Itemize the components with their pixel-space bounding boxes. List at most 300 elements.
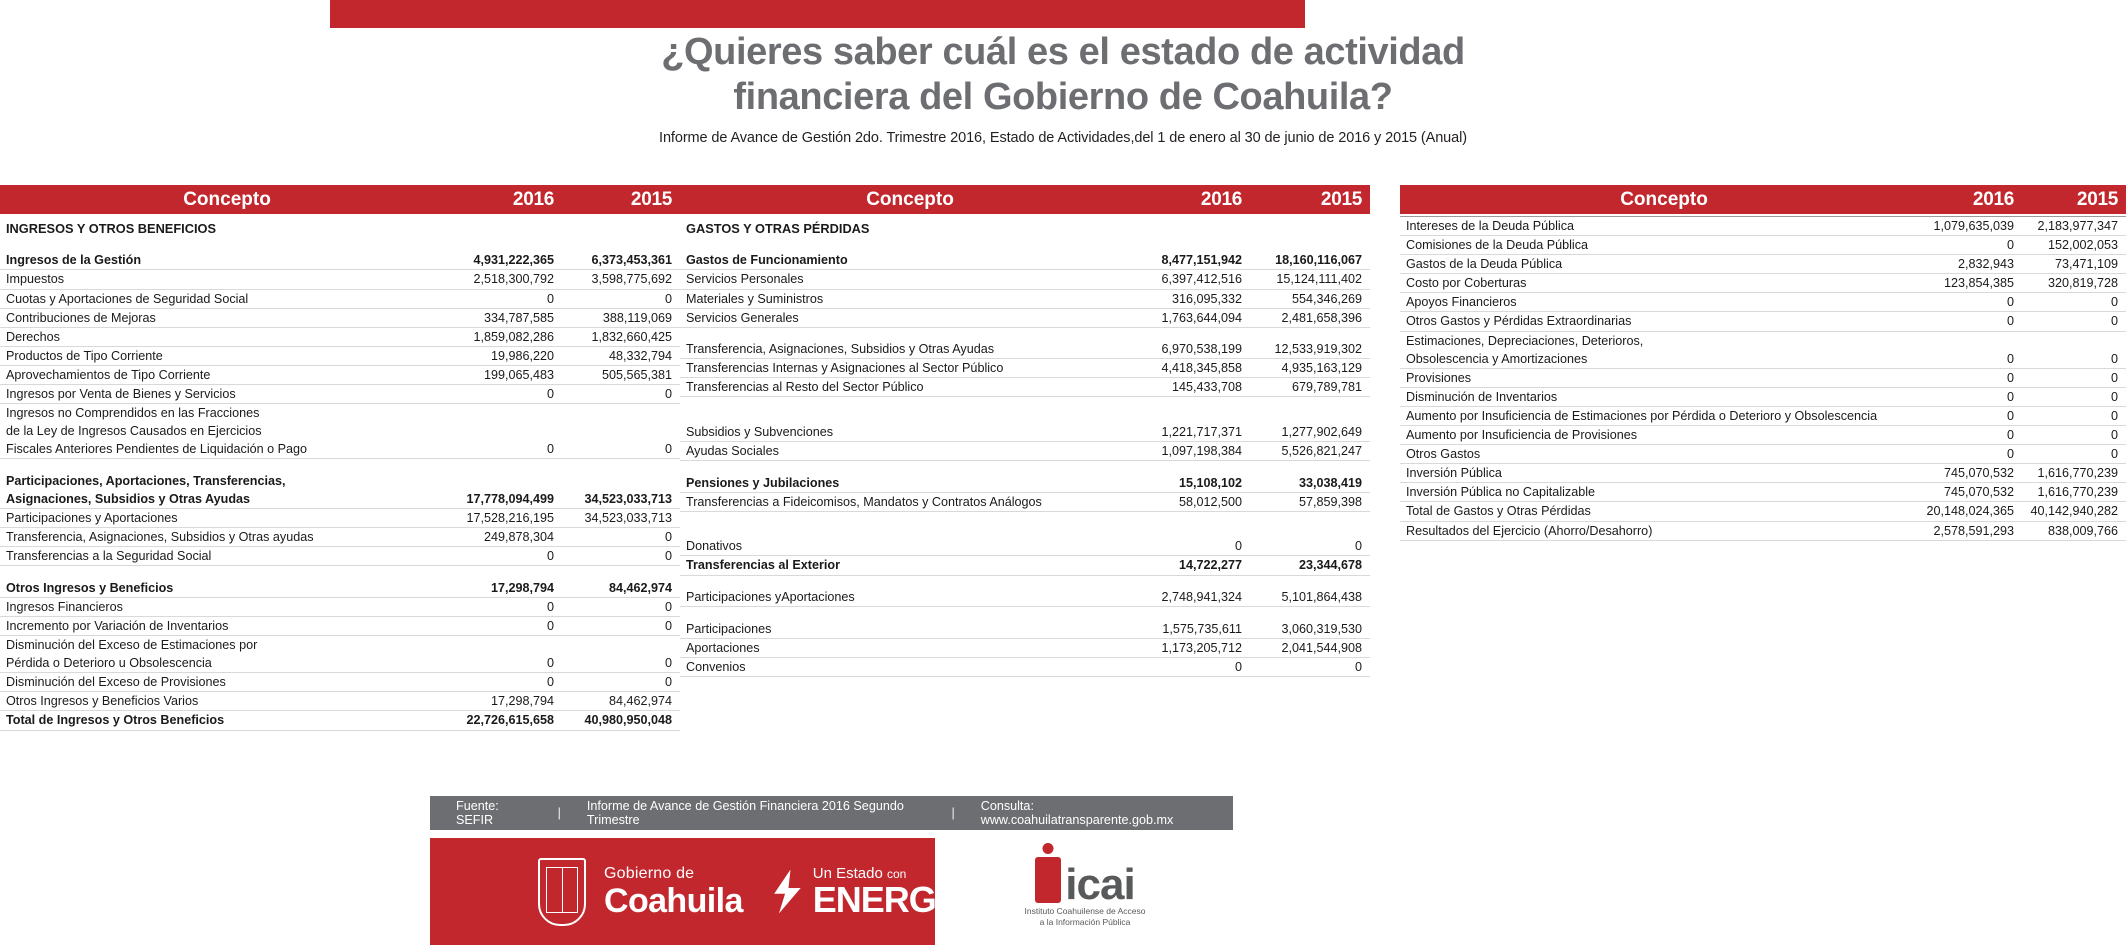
cell-value-2015: 0 (2022, 350, 2126, 369)
cell-value-2015: 0 (562, 528, 680, 547)
table-spacer-row (680, 607, 1370, 620)
column-header-2015: 2015 (1320, 188, 1362, 210)
spacer-cell (680, 238, 1370, 251)
table-row (680, 340, 1370, 359)
cell-value-2015: 0 (2022, 387, 2126, 406)
cell-value-2015: 40,980,950,048 (562, 711, 680, 730)
cell-value-2016: 6,397,412,516 (1130, 270, 1250, 289)
table-spacer-row (680, 575, 1370, 588)
cell-concepto: Participaciones y Aportaciones (0, 509, 444, 528)
cell-value-2016: 1,173,205,712 (1130, 638, 1250, 657)
cell-value-2016 (444, 404, 562, 423)
table-header-deuda (1400, 185, 2126, 214)
cell-value-2015: 40,142,940,282 (2022, 502, 2126, 521)
cell-concepto: Inversión Pública (1400, 464, 1918, 483)
cell-concepto: Estimaciones, Depreciaciones, Deterioros, (1406, 333, 1644, 348)
table-spacer-row (680, 327, 1370, 340)
table-row (1400, 464, 2126, 483)
cell-value-2016: 14,722,277 (1130, 556, 1250, 575)
table-row (680, 657, 1370, 676)
cell-value-2016: 0 (1918, 293, 2022, 312)
rows-left (0, 216, 680, 730)
cell-value-2015: 2,041,544,908 (1250, 638, 1370, 657)
cell-value-2016: 0 (444, 440, 562, 459)
table-row (1400, 331, 2126, 350)
icai-i-icon (1035, 857, 1061, 903)
cell-concepto: Gastos de Funcionamiento (680, 251, 1130, 270)
cell-value-2015: 0 (562, 289, 680, 308)
page-subtitle: Informe de Avance de Gestión 2do. Trimestre 2016, Estado de Actividades,del 1 de enero al 30 de junio de 2016 y 2015 (Anual) (659, 129, 1467, 146)
spacer-cell (680, 524, 1370, 537)
cell-value-2016: 249,878,304 (444, 528, 562, 547)
table-row (680, 251, 1370, 270)
table-row (1400, 406, 2126, 425)
page-title (0, 30, 2126, 120)
cell-value-2016: 4,418,345,858 (1130, 359, 1250, 378)
cell-value-2015: 152,002,053 (2022, 236, 2126, 255)
cell-value-2015: 84,462,974 (562, 692, 680, 711)
cell-value-2016: 19,986,220 (444, 346, 562, 365)
cell-concepto: Participaciones, Aportaciones, Transferencias, (6, 473, 286, 488)
cell-value-2016: 0 (1918, 387, 2022, 406)
spacer-cell (680, 511, 1370, 524)
cell-concepto: Contribuciones de Mejoras (0, 308, 444, 327)
cell-concepto: Intereses de la Deuda Pública (1400, 217, 1918, 236)
cell-value-2016 (444, 636, 562, 655)
energia-word: ENERGíA (812, 878, 970, 920)
cell-value-2016: 17,778,094,499 (444, 490, 562, 509)
cell-value-2016: 0 (1918, 312, 2022, 331)
coahuila-crest-icon (538, 858, 586, 926)
cell-value-2016: 0 (1130, 537, 1250, 556)
table-row (0, 472, 680, 490)
cell-concepto: Disminución del Exceso de Provisiones (0, 673, 444, 692)
brand-logos (430, 838, 970, 945)
footer-separator-1: | (557, 806, 561, 820)
table-header-gastos (680, 185, 1370, 214)
cell-value-2015: 15,124,111,402 (1250, 270, 1370, 289)
icai-subtitle-line1: Instituto Coahuilense de Acceso (1024, 906, 1146, 917)
footer-consult-link[interactable]: Consulta: www.coahuilatransparente.gob.mx (980, 799, 1174, 827)
table-section-heading (0, 216, 680, 238)
spacer-cell (680, 461, 1370, 474)
cell-value-2015: 0 (2022, 293, 2126, 312)
cell-concepto: Transferencias a la Seguridad Social (0, 547, 444, 566)
table-row (680, 423, 1370, 442)
cell-concepto: Transferencia, Asignaciones, Subsidios y Otras ayudas (0, 528, 444, 547)
cell-value-2015: 1,277,902,649 (1250, 423, 1370, 442)
cell-concepto: Ingresos de la Gestión (0, 251, 444, 270)
cell-concepto: Participaciones (680, 620, 1130, 639)
cell-value-2015: 0 (2022, 406, 2126, 425)
table-body-ingresos (0, 216, 680, 731)
spacer-cell (680, 607, 1370, 620)
spacer-cell (0, 459, 680, 472)
table-row (680, 308, 1370, 327)
table-row (1400, 274, 2126, 293)
table-row (680, 588, 1370, 607)
table-row (0, 289, 680, 308)
table-row (0, 673, 680, 692)
column-header-concepto: Concepto (1620, 188, 1708, 210)
table-row (1400, 368, 2126, 387)
table-row (0, 509, 680, 528)
cell-value-2015: 1,832,660,425 (562, 327, 680, 346)
cell-value-2015: 679,789,781 (1250, 378, 1370, 397)
table-row (1400, 255, 2126, 274)
table-deuda (1400, 185, 2126, 541)
table-spacer-row (0, 459, 680, 472)
brand-band (430, 838, 970, 945)
cell-value-2015 (562, 404, 680, 423)
cell-value-2015 (562, 472, 680, 490)
cell-concepto: Otros Gastos y Pérdidas Extraordinarias (1400, 312, 1918, 331)
cell-value-2016: 0 (1918, 236, 2022, 255)
energia-tagline-b: con (887, 866, 907, 881)
cell-concepto: Aumento por Insuficiencia de Estimaciones por Pérdida o Deterioro y Obsolescencia (1400, 406, 1918, 425)
table-row (0, 597, 680, 616)
page-title-line2: financiera del Gobierno de Coahuila? (733, 75, 1393, 118)
cell-concepto: Transferencias al Resto del Sector Público (680, 378, 1130, 397)
cell-value-2015: 0 (562, 384, 680, 403)
energia-text (813, 866, 970, 918)
spacer-cell (0, 238, 680, 251)
table-row (680, 492, 1370, 511)
table-row (1400, 217, 2126, 236)
table-row (0, 579, 680, 598)
column-header-concepto: Concepto (183, 188, 271, 210)
table-section-heading (680, 216, 1370, 238)
cell-concepto: Asignaciones, Subsidios y Otras Ayudas (0, 490, 444, 509)
cell-concepto: Ingresos Financieros (0, 597, 444, 616)
table-row (0, 547, 680, 566)
table-row (0, 692, 680, 711)
cell-value-2016: 4,931,222,365 (444, 251, 562, 270)
cell-value-2015: 34,523,033,713 (562, 509, 680, 528)
spacer-cell (0, 566, 680, 579)
cell-value-2015: 5,101,864,438 (1250, 588, 1370, 607)
cell-concepto: Ayudas Sociales (680, 442, 1130, 461)
cell-concepto: Subsidios y Subvenciones (680, 423, 1130, 442)
cell-value-2015: 48,332,794 (562, 346, 680, 365)
cell-value-2015: 2,183,977,347 (2022, 217, 2126, 236)
cell-value-2015: 505,565,381 (562, 365, 680, 384)
table-spacer-row (680, 238, 1370, 251)
cell-value-2016: 2,518,300,792 (444, 270, 562, 289)
cell-value-2015: 0 (1250, 537, 1370, 556)
cell-value-2016 (1918, 331, 2022, 350)
cell-value-2015: 0 (562, 617, 680, 636)
cell-value-2016 (444, 472, 562, 490)
cell-concepto: Cuotas y Aportaciones de Seguridad Social (0, 289, 444, 308)
cell-value-2015: 0 (2022, 312, 2126, 331)
top-red-bar (330, 0, 1305, 28)
cell-concepto: Derechos (0, 327, 444, 346)
column-header-2016: 2016 (1972, 188, 2014, 210)
cell-value-2016: 2,578,591,293 (1918, 521, 2022, 540)
cell-value-2016: 22,726,615,658 (444, 711, 562, 730)
table-spacer-row (680, 397, 1370, 410)
table-row (0, 617, 680, 636)
table-spacer-row (680, 461, 1370, 474)
cell-concepto: Total de Gastos y Otras Pérdidas (1400, 502, 1918, 521)
table-spacer-row (680, 524, 1370, 537)
footer-bar (430, 796, 1233, 830)
cell-concepto: Ingresos por Venta de Bienes y Servicios (0, 384, 444, 403)
cell-value-2016: 17,298,794 (444, 579, 562, 598)
cell-concepto: Disminución de Inventarios (1400, 387, 1918, 406)
table-body-gastos (680, 216, 1370, 677)
cell-value-2016: 1,221,717,371 (1130, 423, 1250, 442)
spacer-cell (680, 397, 1370, 410)
column-header-concepto: Concepto (866, 188, 954, 210)
table-row (1400, 293, 2126, 312)
cell-value-2016: 0 (444, 384, 562, 403)
cell-value-2015: 0 (562, 673, 680, 692)
cell-concepto: Pérdida o Deterioro u Obsolescencia (0, 654, 444, 673)
cell-value-2016: 2,832,943 (1918, 255, 2022, 274)
cell-concepto: Transferencias a Fideicomisos, Mandatos y Contratos Análogos (680, 492, 1130, 511)
table-spacer-row (0, 566, 680, 579)
cell-concepto: Otros Gastos (1400, 445, 1918, 464)
cell-concepto: Inversión Pública no Capitalizable (1400, 483, 1918, 502)
table-ingresos (0, 185, 680, 731)
cell-value-2016: 0 (1918, 406, 2022, 425)
cell-value-2015: 5,526,821,247 (1250, 442, 1370, 461)
cell-value-2016: 6,970,538,199 (1130, 340, 1250, 359)
table-row (1400, 312, 2126, 331)
table-row (0, 327, 680, 346)
cell-value-2016: 745,070,532 (1918, 464, 2022, 483)
cell-value-2015: 388,119,069 (562, 308, 680, 327)
icai-word-label: icai (1065, 859, 1135, 909)
cell-value-2016 (444, 422, 562, 440)
rows-right (1400, 217, 2126, 541)
cell-concepto: Aportaciones (680, 638, 1130, 657)
lightning-bolt-icon (771, 870, 805, 914)
cell-concepto: Apoyos Financieros (1400, 293, 1918, 312)
cell-value-2016: 1,859,082,286 (444, 327, 562, 346)
cell-value-2015: 0 (2022, 368, 2126, 387)
table-row (1400, 445, 2126, 464)
tables-container (0, 185, 2126, 785)
cell-value-2016: 0 (444, 654, 562, 673)
table-spacer-row (680, 511, 1370, 524)
cell-value-2015: 12,533,919,302 (1250, 340, 1370, 359)
cell-concepto: Otros Ingresos y Beneficios (0, 579, 444, 598)
column-header-2016: 2016 (1200, 188, 1242, 210)
page-title-line1: ¿Quieres saber cuál es el estado de actividad (661, 31, 1465, 73)
cell-concepto: Transferencia, Asignaciones, Subsidios y Otras Ayudas (680, 340, 1130, 359)
energia-tagline-a: Un Estado (812, 864, 883, 882)
table-row (0, 422, 680, 440)
table-row (0, 440, 680, 459)
spacer-cell (680, 327, 1370, 340)
cell-value-2016: 20,148,024,365 (1918, 502, 2022, 521)
table-row (0, 636, 680, 655)
cell-concepto: de la Ley de Ingresos Causados en Ejercicios (6, 424, 262, 439)
column-header-2015: 2015 (630, 188, 672, 210)
cell-concepto: Obsolescencia y Amortizaciones (1400, 350, 1918, 369)
table-row (0, 365, 680, 384)
gobierno-coahuila-logo (604, 866, 743, 918)
cell-value-2015 (2022, 331, 2126, 350)
cell-value-2016: 0 (444, 673, 562, 692)
cell-value-2016: 1,079,635,039 (1918, 217, 2022, 236)
cell-value-2015 (562, 422, 680, 440)
cell-value-2015: 23,344,678 (1250, 556, 1370, 575)
table-spacer-row (680, 410, 1370, 423)
column-header-2015: 2015 (2076, 188, 2118, 210)
cell-value-2016: 123,854,385 (1918, 274, 2022, 293)
table-row (0, 654, 680, 673)
cell-value-2016: 58,012,500 (1130, 492, 1250, 511)
cell-concepto: Incremento por Variación de Inventarios (0, 617, 444, 636)
cell-concepto: Productos de Tipo Corriente (0, 346, 444, 365)
cell-value-2015: 320,819,728 (2022, 274, 2126, 293)
cell-value-2015: 0 (562, 654, 680, 673)
cell-value-2015: 0 (562, 597, 680, 616)
cell-value-2015: 3,598,775,692 (562, 270, 680, 289)
icai-subtitle-line2: a la Información Pública (1039, 917, 1131, 927)
table-row (680, 359, 1370, 378)
table-row (0, 528, 680, 547)
cell-concepto: Comisiones de la Deuda Pública (1400, 236, 1918, 255)
cell-value-2015 (562, 636, 680, 655)
rows-mid (680, 216, 1370, 676)
cell-concepto: Pensiones y Jubilaciones (680, 474, 1130, 493)
cell-value-2015: 0 (2022, 426, 2126, 445)
table-row (1400, 350, 2126, 369)
cell-value-2015: 0 (1250, 657, 1370, 676)
cell-value-2015: 6,373,453,361 (562, 251, 680, 270)
icai-subtitle (1025, 906, 1146, 927)
cell-value-2015: 1,616,770,239 (2022, 483, 2126, 502)
cell-value-2016: 0 (1130, 657, 1250, 676)
cell-concepto: Aumento por Insuficiencia de Provisiones (1400, 426, 1918, 445)
cell-concepto: Servicios Generales (680, 308, 1130, 327)
table-body-deuda (1400, 216, 2126, 541)
cell-concepto: Fiscales Anteriores Pendientes de Liquidación o Pago (0, 440, 444, 459)
cell-concepto: Provisiones (1400, 368, 1918, 387)
cell-concepto: Materiales y Suministros (680, 289, 1130, 308)
table-row (0, 384, 680, 403)
table-row (680, 442, 1370, 461)
cell-value-2016: 0 (444, 547, 562, 566)
cell-value-2015: 0 (2022, 445, 2126, 464)
title-block (0, 30, 2126, 146)
cell-value-2016: 334,787,585 (444, 308, 562, 327)
table-row (1400, 426, 2126, 445)
cell-concepto: Convenios (680, 657, 1130, 676)
cell-concepto: Aprovechamientos de Tipo Corriente (0, 365, 444, 384)
cell-value-2015: 3,060,319,530 (1250, 620, 1370, 639)
table-row (0, 346, 680, 365)
table-row (1400, 502, 2126, 521)
spacer-cell (680, 575, 1370, 588)
cell-value-2016: 1,575,735,611 (1130, 620, 1250, 639)
section-label: INGRESOS Y OTROS BENEFICIOS (6, 221, 217, 236)
cell-value-2015: 34,523,033,713 (562, 490, 680, 509)
table-row (680, 556, 1370, 575)
cell-value-2016: 1,763,644,094 (1130, 308, 1250, 327)
cell-value-2016: 199,065,483 (444, 365, 562, 384)
cell-value-2016: 0 (1918, 350, 2022, 369)
cell-value-2015: 33,038,419 (1250, 474, 1370, 493)
cell-value-2016: 145,433,708 (1130, 378, 1250, 397)
cell-value-2015: 0 (562, 440, 680, 459)
cell-concepto: Participaciones yAportaciones (680, 588, 1130, 607)
table-row (0, 308, 680, 327)
cell-value-2016: 0 (444, 597, 562, 616)
cell-concepto: Gastos de la Deuda Pública (1400, 255, 1918, 274)
cell-value-2016: 316,095,332 (1130, 289, 1250, 308)
table-row (680, 270, 1370, 289)
cell-value-2016: 8,477,151,942 (1130, 251, 1250, 270)
cell-value-2016: 17,298,794 (444, 692, 562, 711)
cell-value-2015: 0 (562, 547, 680, 566)
cell-concepto: Impuestos (0, 270, 444, 289)
cell-concepto: Resultados del Ejercicio (Ahorro/Desahorro) (1400, 521, 1918, 540)
table-row (1400, 483, 2126, 502)
gobierno-label: Gobierno de (604, 864, 695, 882)
cell-value-2015: 1,616,770,239 (2022, 464, 2126, 483)
table-row (0, 490, 680, 509)
cell-value-2016: 15,108,102 (1130, 474, 1250, 493)
cell-concepto: Disminución del Exceso de Estimaciones por (6, 638, 258, 653)
section-label: GASTOS Y OTRAS PÉRDIDAS (686, 221, 870, 236)
cell-value-2016: 0 (1918, 445, 2022, 464)
cell-value-2015: 838,009,766 (2022, 521, 2126, 540)
footer-report: Informe de Avance de Gestión Financiera 2016 Segundo Trimestre (586, 799, 904, 827)
cell-concepto: Transferencias Internas y Asignaciones al Sector Público (680, 359, 1130, 378)
spacer-cell (680, 410, 1370, 423)
cell-value-2016: 0 (1918, 426, 2022, 445)
cell-value-2016: 0 (1918, 368, 2022, 387)
energia-logo (771, 866, 970, 918)
footer-source: Fuente: SEFIR (456, 799, 499, 827)
table-header-ingresos (0, 185, 680, 214)
table-row (0, 270, 680, 289)
cell-concepto: Transferencias al Exterior (680, 556, 1130, 575)
cell-concepto: Servicios Personales (680, 270, 1130, 289)
cell-concepto: Ingresos no Comprendidos en las Fracciones (6, 406, 260, 421)
cell-concepto: Donativos (680, 537, 1130, 556)
table-row (1400, 236, 2126, 255)
cell-value-2016: 2,748,941,324 (1130, 588, 1250, 607)
cell-value-2015: 57,859,398 (1250, 492, 1370, 511)
cell-value-2016: 745,070,532 (1918, 483, 2022, 502)
cell-value-2015: 4,935,163,129 (1250, 359, 1370, 378)
cell-value-2016: 0 (444, 617, 562, 636)
cell-concepto: Costo por Coberturas (1400, 274, 1918, 293)
cell-value-2016: 0 (444, 289, 562, 308)
table-row (0, 404, 680, 423)
cell-value-2016: 17,528,216,195 (444, 509, 562, 528)
cell-value-2015: 73,471,109 (2022, 255, 2126, 274)
table-row (680, 289, 1370, 308)
table-row (0, 251, 680, 270)
cell-value-2015: 84,462,974 (562, 579, 680, 598)
table-row (680, 638, 1370, 657)
table-spacer-row (0, 238, 680, 251)
table-row (680, 537, 1370, 556)
table-row (1400, 387, 2126, 406)
icai-logo (985, 845, 1185, 940)
cell-value-2015: 554,346,269 (1250, 289, 1370, 308)
table-gastos (680, 185, 1370, 677)
footer-separator-2: | (951, 806, 955, 820)
